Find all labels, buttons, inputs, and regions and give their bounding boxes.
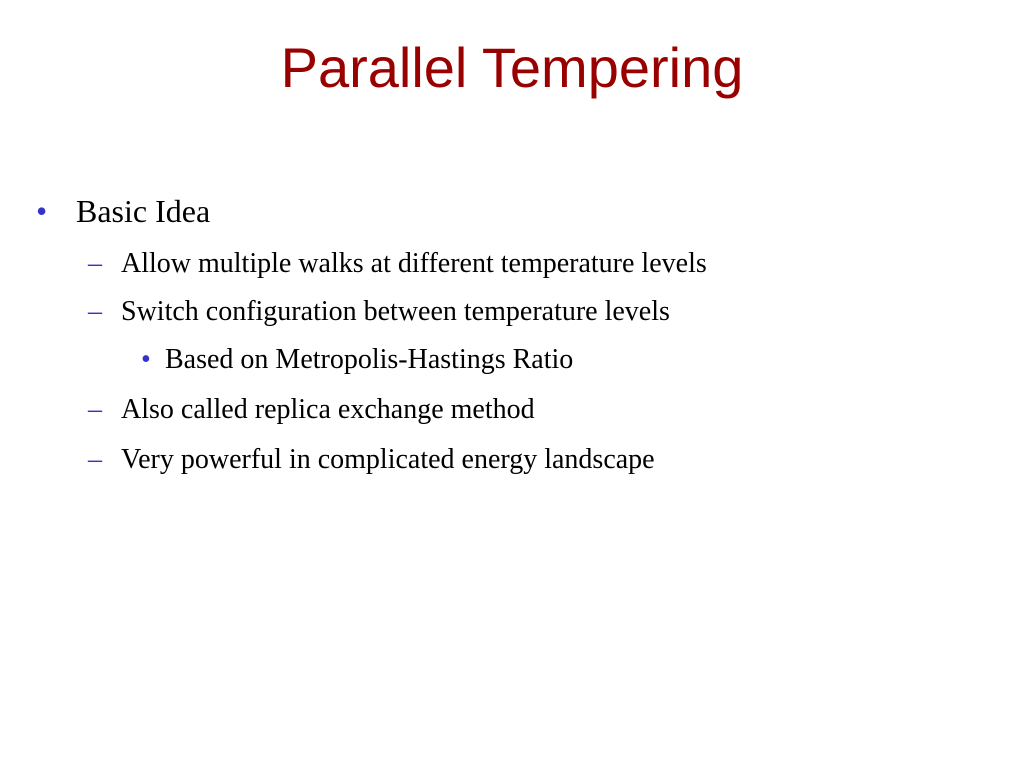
bullet-text: Basic Idea <box>76 193 211 229</box>
bullet-text: Switch configuration between temperature levels <box>121 296 670 327</box>
bullet-text: Also called replica exchange method <box>121 394 535 425</box>
dash-marker: – <box>88 444 102 475</box>
dash-marker: – <box>88 296 102 327</box>
dash-marker: – <box>88 248 102 279</box>
bullet-text: Allow multiple walks at different temperature levels <box>121 248 707 279</box>
bullet-marker: • <box>36 193 48 229</box>
dash-marker: – <box>88 394 102 425</box>
bullet-text: Very powerful in complicated energy landscape <box>121 444 655 475</box>
bullet-marker: • <box>141 344 151 375</box>
bullet-text: Based on Metropolis-Hastings Ratio <box>165 344 574 375</box>
slide-title: Parallel Tempering <box>280 36 744 99</box>
